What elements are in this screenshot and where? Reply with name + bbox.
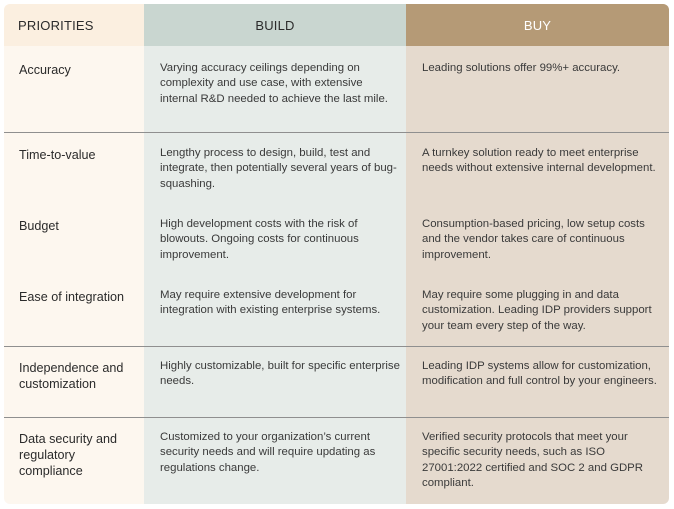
row-priority-accuracy: Accuracy (19, 63, 71, 77)
build-cell-ease-of-integration: May require extensive development for integration with existing enterprise systems. (160, 289, 381, 317)
buy-cell-accuracy: Leading solutions offer 99%+ accuracy. (422, 62, 621, 74)
row-priority-ease-of-integration: Ease of integration (19, 290, 125, 304)
row-divider (4, 417, 669, 418)
build-header: BUILD (144, 4, 406, 46)
row-divider (4, 132, 669, 133)
row-divider (4, 346, 669, 347)
build-cell-independence: Highly customizable, built for specific enterprise needs. (160, 360, 400, 388)
build-cell-accuracy: Varying accuracy ceilings depending on complexity and use case, with extensive internal R&D needed to achieve the last mile. (160, 62, 388, 105)
buy-cell-ease-of-integration: May require some plugging in and data customization. Leading IDP providers support your team every step of the way. (422, 289, 652, 332)
row-priority-data-security: Data security and regulatory compliance (19, 432, 118, 478)
row-priority-independence: Independence and customization (19, 361, 124, 391)
comparison-table (4, 4, 669, 504)
buy-header: BUY (406, 4, 669, 46)
row-priority-time-to-value: Time-to-value (19, 148, 96, 162)
build-cell-time-to-value: Lengthy process to design, build, test and integrate, then potentially several years of bug-squashing. (160, 147, 397, 190)
buy-cell-data-security: Verified security protocols that meet your specific security needs, such as ISO 27001:2022 certified and SOC 2 and GDPR compliant. (422, 431, 643, 489)
buy-cell-budget: Consumption-based pricing, low setup costs and the vendor takes care of continuous improvement. (422, 218, 645, 261)
build-cell-data-security: Customized to your organization’s current security needs and will require updating as regulations change. (160, 431, 376, 474)
buy-cell-time-to-value: A turnkey solution ready to meet enterprise needs without extensive internal development. (422, 147, 656, 175)
build-cell-budget: High development costs with the risk of blowouts. Ongoing costs for continuous improvement. (160, 218, 359, 261)
row-priority-budget: Budget (19, 219, 59, 233)
buy-cell-independence: Leading IDP systems allow for customization, modification and full control by your engineers. (422, 360, 657, 388)
priorities-header: PRIORITIES (4, 4, 144, 46)
priorities-column (4, 4, 144, 504)
